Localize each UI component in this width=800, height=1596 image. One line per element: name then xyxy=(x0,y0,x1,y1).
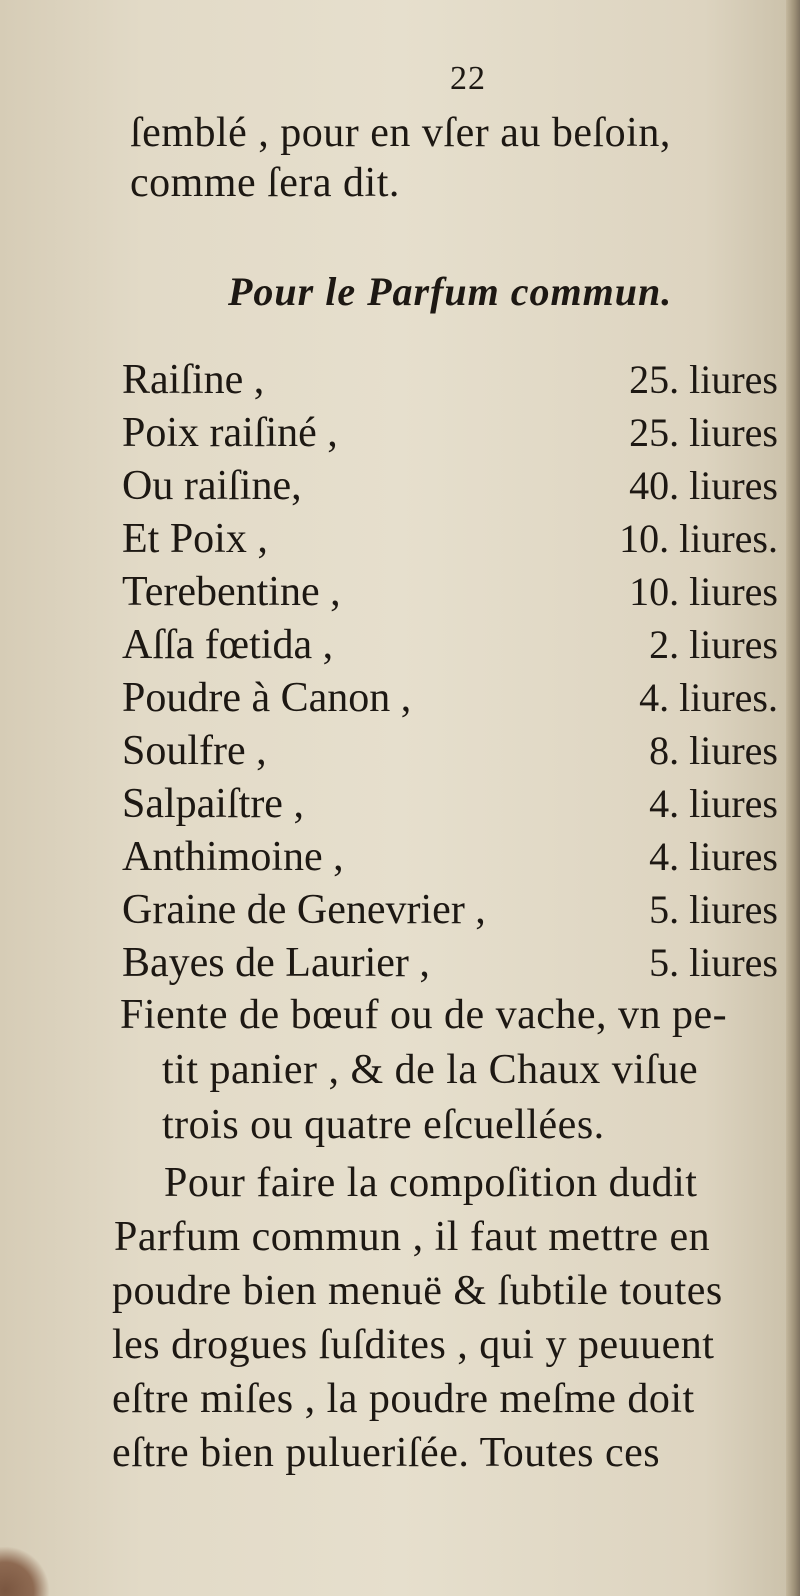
fiente-line-3: trois ou quatre eſcuellées. xyxy=(162,1102,605,1148)
ingredient-row xyxy=(0,673,800,723)
paragraph-line-5: eſtre miſes , la poudre meſme doit xyxy=(112,1376,695,1422)
ingredient-name: Salpaiſtre , xyxy=(122,781,304,827)
ingredient-quantity: 5. liures xyxy=(649,940,778,985)
intro-line-2: comme ſera dit. xyxy=(130,160,400,206)
ingredient-row xyxy=(0,832,800,882)
ingredient-quantity: 10. liures. xyxy=(619,516,778,561)
ingredient-quantity: 4. liures xyxy=(649,834,778,879)
ingredient-name: Graine de Genevrier , xyxy=(122,887,486,933)
ingredient-name: Poix raiſiné , xyxy=(122,410,338,456)
ingredient-name: Aſſa fœtida , xyxy=(122,622,334,668)
ingredient-row xyxy=(0,779,800,829)
ingredient-name: Ou raiſine, xyxy=(122,463,302,509)
paragraph-line-3: poudre bien menuë & ſubtile toutes xyxy=(112,1268,723,1314)
ingredient-quantity: 40. liures xyxy=(629,463,778,508)
paragraph-line-1: Pour faire la compoſition dudit xyxy=(164,1160,698,1206)
ingredient-name: Bayes de Laurier , xyxy=(122,940,430,986)
ingredient-row xyxy=(0,567,800,617)
ingredient-name: Raiſine , xyxy=(122,357,265,403)
section-heading: Pour le Parfum commun. xyxy=(228,269,673,314)
ingredient-row xyxy=(0,514,800,564)
ingredient-name: Anthimoine , xyxy=(122,834,344,880)
ingredient-row xyxy=(0,408,800,458)
ingredient-row xyxy=(0,726,800,776)
fiente-line-1: Fiente de bœuf ou de vache, vn pe- xyxy=(120,992,728,1038)
paragraph-line-6: eſtre bien pulueriſée. Toutes ces xyxy=(112,1430,661,1476)
ingredient-quantity: 5. liures xyxy=(649,887,778,932)
ingredient-row xyxy=(0,355,800,405)
ingredient-row xyxy=(0,938,800,988)
ingredient-quantity: 10. liures xyxy=(629,569,778,614)
intro-line-1: ſemblé , pour en vſer au beſoin, xyxy=(130,110,671,156)
ingredient-row xyxy=(0,461,800,511)
ingredient-name: Soulfre , xyxy=(122,728,267,774)
ingredient-row xyxy=(0,620,800,670)
ingredient-quantity: 25. liures xyxy=(629,357,778,402)
thumb-shadow xyxy=(0,1546,50,1596)
ingredient-name: Terebentine , xyxy=(122,569,341,615)
ingredient-name: Poudre à Canon , xyxy=(122,675,412,721)
ingredient-quantity: 4. liures. xyxy=(639,675,778,720)
page-number: 22 xyxy=(450,60,486,97)
ingredient-quantity: 25. liures xyxy=(629,410,778,455)
paragraph-line-4: les drogues ſuſdites , qui y peuuent xyxy=(112,1322,715,1368)
ingredient-quantity: 4. liures xyxy=(649,781,778,826)
ingredient-name: Et Poix , xyxy=(122,516,268,562)
ingredient-row xyxy=(0,885,800,935)
ingredient-quantity: 8. liures xyxy=(649,728,778,773)
ingredient-quantity: 2. liures xyxy=(649,622,778,667)
paragraph-line-2: Parfum commun , il faut mettre en xyxy=(114,1214,711,1260)
fiente-line-2: tit panier , & de la Chaux viſue xyxy=(162,1047,699,1093)
